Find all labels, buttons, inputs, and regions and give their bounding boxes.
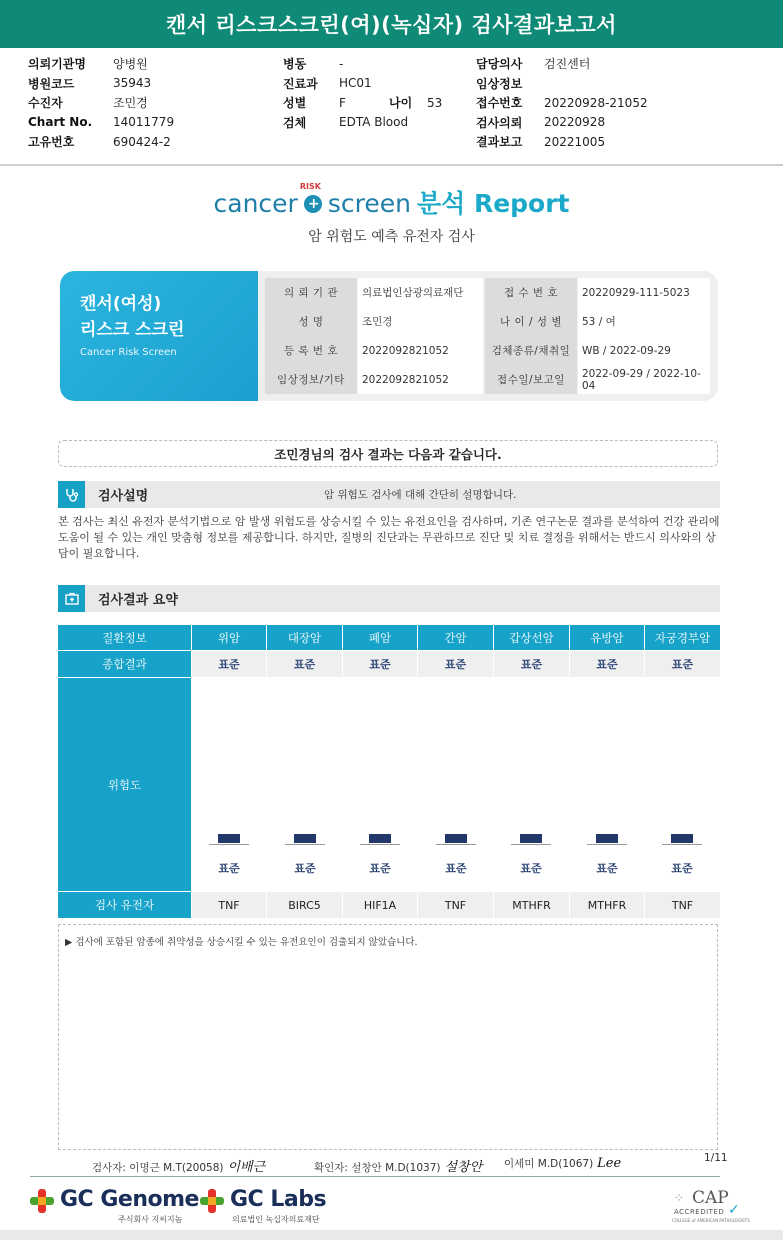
risk-level-bar: [596, 834, 618, 843]
meta-col-3: [476, 54, 766, 152]
meta-label: 검사의뢰: [476, 115, 523, 130]
meta-value: 검진센터: [544, 57, 591, 72]
gene-cell: TNF: [418, 892, 493, 918]
risk-baseline: [587, 844, 627, 845]
cap-org-text: COLLEGE of AMERICAN PATHOLOGISTS: [672, 1218, 750, 1223]
row-label-risk: 위험도: [58, 678, 191, 891]
risk-level-label: 표준: [596, 862, 618, 875]
check-icon: ✓: [728, 1202, 740, 1218]
page-bottom-band: [0, 1230, 783, 1240]
risk-level-label: 표준: [369, 862, 391, 875]
section-header-description: [58, 481, 720, 508]
overall-result-cell: 표준: [494, 651, 569, 677]
risk-level-label: 표준: [520, 862, 542, 875]
third-name: 이세미 M.D(1067): [504, 1158, 594, 1170]
card-title-2: 리스크 스크린: [80, 320, 185, 340]
meta-label: 진료과: [283, 76, 318, 91]
card-info-row: [265, 365, 710, 394]
report-logo: [0, 184, 783, 220]
table-header-row: [58, 625, 720, 650]
meta-label: 검체: [283, 115, 307, 130]
card-value: 의료법인삼광의료재단: [358, 278, 483, 307]
meta-value: -: [339, 56, 344, 71]
row-label-disease: 질환정보: [58, 625, 191, 650]
risk-level-label: 표준: [294, 862, 316, 875]
meta-row: [476, 54, 766, 74]
card-label: 등 록 번 호: [265, 336, 357, 365]
section-title: 검사결과 요약: [98, 593, 178, 608]
meta-row: [28, 54, 258, 74]
card-value: 53 / 여: [578, 307, 710, 336]
gene-cell: BIRC5: [267, 892, 342, 918]
card-info-row: [265, 336, 710, 365]
section-title: 검사설명: [98, 489, 149, 504]
card-value: 2022092821052: [358, 336, 483, 365]
column-header: 자궁경부암: [645, 625, 720, 650]
report-subtitle: 암 위험도 예측 유전자 검사: [308, 229, 475, 245]
header-divider: [0, 164, 783, 166]
gc-labs-logo: [200, 1187, 330, 1227]
risk-level-bar: [294, 834, 316, 843]
risk-baseline: [285, 844, 325, 845]
risk-level-bar: [445, 834, 467, 843]
gc-cross-icon: [30, 1189, 54, 1213]
meta-row: [283, 113, 473, 133]
gc-cross-icon: [200, 1189, 224, 1213]
meta-label: 성별: [283, 96, 307, 111]
meta-value: HC01: [339, 76, 372, 91]
row-label-overall: 종합결과: [58, 651, 191, 677]
patient-meta: [0, 54, 783, 166]
meta-value: 양병원: [113, 57, 148, 72]
card-label: 성 명: [265, 307, 357, 336]
confirmer-signature: [314, 1156, 482, 1175]
logo-report-text: 분석 Report: [416, 189, 570, 218]
card-info-row: [265, 278, 710, 307]
meta-row: [28, 132, 258, 152]
card-value: WB / 2022-09-29: [578, 336, 710, 365]
medical-box-icon: [58, 585, 85, 612]
meta-label: 의뢰기관명: [28, 57, 86, 72]
overall-result-cell: 표준: [645, 651, 720, 677]
gene-cell: MTHFR: [570, 892, 644, 918]
card-value: 2022-09-29 / 2022-10-04: [578, 365, 710, 394]
meta-col-1: [28, 54, 258, 152]
meta-value: 조민경: [113, 96, 148, 111]
meta-row: [28, 113, 258, 133]
meta-row: [28, 74, 258, 94]
column-header: 위암: [192, 625, 266, 650]
age-value: 53: [427, 95, 443, 110]
meta-value: 20220928: [544, 115, 606, 130]
risk-plus-icon: RISK +: [299, 182, 321, 212]
meta-label: 접수번호: [476, 96, 523, 111]
result-greeting: 조민경님의 검사 결과는 다음과 같습니다.: [58, 440, 718, 467]
tester-name: 검사자: 이명근 M.T(20058): [92, 1162, 224, 1174]
meta-label: 임상정보: [476, 76, 523, 91]
cap-text: CAP: [692, 1188, 729, 1208]
logo-risk-text: RISK: [299, 182, 321, 191]
gene-cell: TNF: [192, 892, 266, 918]
third-signature: [504, 1156, 621, 1171]
card-label: 접 수 번 호: [485, 278, 577, 307]
overall-result-cell: 표준: [267, 651, 342, 677]
card-title-en: Cancer Risk Screen: [80, 347, 177, 358]
gc-genome-name: GC Genome: [60, 1187, 199, 1212]
card-label: 접수일/보고일: [485, 365, 577, 394]
overall-result-cell: 표준: [343, 651, 417, 677]
age-label: 나이: [389, 96, 413, 111]
overall-result-cell: 표준: [192, 651, 266, 677]
card-label: 임상정보/기타: [265, 365, 357, 394]
card-label: 나 이 / 성 별: [485, 307, 577, 336]
column-header: 갑상선암: [494, 625, 569, 650]
meta-label: 고유번호: [28, 135, 75, 150]
gene-cell: MTHFR: [494, 892, 569, 918]
confirmer-name: 확인자: 설창안 M.D(1037): [314, 1162, 441, 1174]
card-label: 의 뢰 기 관: [265, 278, 357, 307]
meta-value: 20221005: [544, 134, 606, 149]
cap-accredited-logo: [672, 1188, 752, 1224]
meta-col-2: [283, 54, 473, 132]
meta-row: [283, 54, 473, 74]
meta-label: 병동: [283, 57, 307, 72]
section-note: 암 위험도 검사에 대해 간단히 설명합니다.: [324, 489, 517, 501]
report-title: 캔서 리스크스크린(여)(녹십자) 검사결과보고서: [0, 0, 783, 48]
cap-accredited-text: ACCREDITED: [674, 1208, 725, 1216]
risk-level-label: 표준: [445, 862, 467, 875]
risk-level-bar: [671, 834, 693, 843]
meta-row: [476, 132, 766, 152]
tester-signature: [92, 1156, 265, 1175]
risk-baseline: [436, 844, 476, 845]
gc-genome-sub: 주식회사 지씨지놈: [118, 1215, 183, 1224]
card-value: 2022092821052: [358, 365, 483, 394]
table-row: [58, 651, 720, 677]
result-note: ▶ 검사에 포함된 암종에 취약성을 상승시킬 수 있는 유전요인이 검출되지 않았습니다.: [65, 937, 418, 948]
tester-signature-mark: 이배근: [227, 1160, 266, 1175]
meta-value: F: [339, 95, 346, 110]
card-banner: [60, 271, 258, 401]
card-title-1: 캔서(여성): [80, 294, 162, 314]
card-value: 조민경: [358, 307, 483, 336]
row-label-gene: 검사 유전자: [58, 892, 191, 918]
column-header: 간암: [418, 625, 493, 650]
column-header: 폐암: [343, 625, 417, 650]
meta-value: 14011779: [113, 115, 175, 130]
risk-level-label: 표준: [218, 862, 240, 875]
risk-baseline: [209, 844, 249, 845]
result-note-box: [58, 924, 718, 1150]
section-header-summary: [58, 585, 720, 612]
logo-screen-text: screen: [327, 189, 411, 218]
column-header: 대장암: [267, 625, 342, 650]
card-label: 검체종류/채취일: [485, 336, 577, 365]
gc-genome-logo: [30, 1187, 199, 1227]
patient-info-card: [60, 271, 718, 401]
meta-label: 수진자: [28, 96, 63, 111]
risk-row: [58, 678, 720, 891]
overall-result-cell: 표준: [570, 651, 644, 677]
risk-baseline: [662, 844, 702, 845]
risk-level-bar: [218, 834, 240, 843]
third-signature-mark: Lee: [597, 1156, 622, 1171]
meta-label: 결과보고: [476, 135, 523, 150]
gc-labs-sub: 의료법인 녹십자의료재단: [232, 1215, 320, 1224]
footer-divider: [30, 1176, 720, 1177]
stethoscope-icon: [58, 481, 85, 508]
meta-value: 20220928-21052: [544, 95, 648, 110]
gene-cell: HIF1A: [343, 892, 417, 918]
risk-baseline: [360, 844, 400, 845]
overall-result-cell: 표준: [418, 651, 493, 677]
meta-row: [476, 93, 766, 113]
gene-cell: TNF: [645, 892, 720, 918]
risk-level-label: 표준: [671, 862, 693, 875]
meta-row: [28, 93, 258, 113]
meta-row: [476, 113, 766, 133]
confirmer-signature-mark: 설창안: [444, 1160, 483, 1175]
meta-row: [283, 74, 473, 94]
card-info-row: [265, 307, 710, 336]
meta-label: Chart No.: [28, 115, 93, 130]
logo-cancer-text: cancer: [213, 189, 298, 218]
gc-labs-name: GC Labs: [230, 1187, 327, 1212]
page-number: 1/11: [704, 1152, 728, 1164]
meta-row: [283, 93, 473, 113]
cap-dots-icon: ⁘: [674, 1191, 685, 1205]
table-row: [58, 892, 720, 918]
meta-label: 병원코드: [28, 76, 75, 91]
meta-value: 35943: [113, 76, 152, 91]
card-value: 20220929-111-5023: [578, 278, 710, 307]
meta-row: [476, 74, 766, 94]
signature-line: [0, 1152, 783, 1176]
risk-level-bar: [520, 834, 542, 843]
meta-label: 담당의사: [476, 57, 523, 72]
column-header: 유방암: [570, 625, 644, 650]
description-text: 본 검사는 최신 유전자 분석기법으로 암 발생 위험도를 상승시킬 수 있는 유전요인을 검사하며, 기존 연구논문 결과를 분석하여 건강 관리에 도움이 될 수 있는 개인 맞춤형 정보를 제공합니다. 하지만, 질병의 진단과는 무관하므로 진단 및 치료 결정을 위해서는 반드시 의사와의 상담이 필요합니다.: [58, 515, 720, 560]
meta-value: 690424-2: [113, 134, 171, 149]
risk-baseline: [511, 844, 551, 845]
risk-level-bar: [369, 834, 391, 843]
meta-value: EDTA Blood: [339, 115, 409, 130]
